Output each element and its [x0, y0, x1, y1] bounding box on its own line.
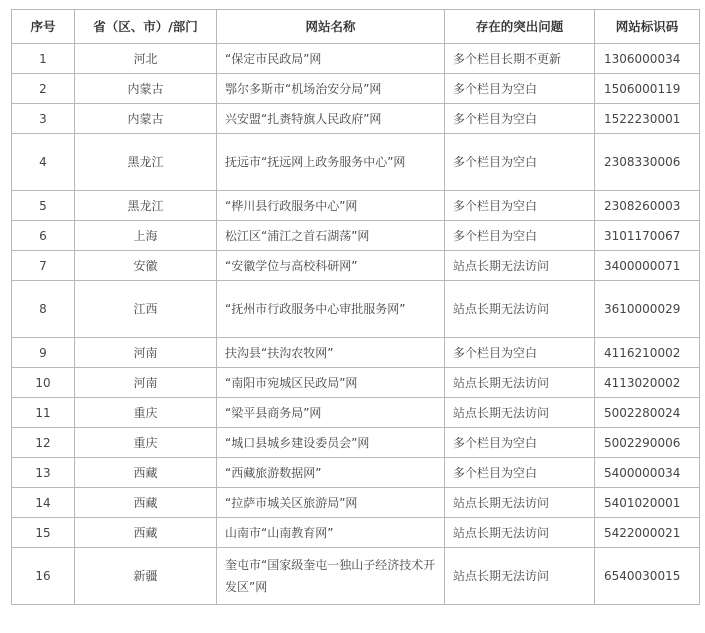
cell-site-name: “城口县城乡建设委员会”网	[217, 428, 445, 458]
cell-site-code: 1506000119	[595, 74, 700, 104]
cell-no: 4	[12, 134, 75, 191]
cell-site-name: “保定市民政局”网	[217, 44, 445, 74]
cell-issue: 多个栏目为空白	[445, 134, 595, 191]
cell-no: 3	[12, 104, 75, 134]
cell-province: 江西	[75, 281, 217, 338]
cell-no: 8	[12, 281, 75, 338]
cell-site-code: 5401020001	[595, 488, 700, 518]
cell-site-code: 5422000021	[595, 518, 700, 548]
cell-site-name: “安徽学位与高校科研网”	[217, 251, 445, 281]
cell-issue: 多个栏目为空白	[445, 74, 595, 104]
cell-province: 黑龙江	[75, 191, 217, 221]
cell-site-code: 6540030015	[595, 548, 700, 605]
cell-site-code: 1306000034	[595, 44, 700, 74]
header-row	[12, 10, 700, 44]
cell-site-code: 5002280024	[595, 398, 700, 428]
table-row	[12, 134, 700, 191]
cell-issue: 多个栏目为空白	[445, 338, 595, 368]
cell-province: 西藏	[75, 488, 217, 518]
cell-site-name: 奎屯市“国家级奎屯一独山子经济技术开发区”网	[217, 548, 445, 605]
table-row	[12, 338, 700, 368]
cell-no: 13	[12, 458, 75, 488]
cell-issue: 站点长期无法访问	[445, 488, 595, 518]
cell-province: 黑龙江	[75, 134, 217, 191]
cell-province: 内蒙古	[75, 74, 217, 104]
cell-site-name: “拉萨市城关区旅游局”网	[217, 488, 445, 518]
table-row	[12, 548, 700, 605]
cell-site-name: 松江区“浦江之首石湖荡”网	[217, 221, 445, 251]
cell-site-code: 2308330006	[595, 134, 700, 191]
cell-site-name: 鄂尔多斯市“机场治安分局”网	[217, 74, 445, 104]
cell-issue: 站点长期无法访问	[445, 368, 595, 398]
table-row	[12, 44, 700, 74]
cell-site-code: 2308260003	[595, 191, 700, 221]
cell-province: 内蒙古	[75, 104, 217, 134]
cell-issue: 多个栏目为空白	[445, 428, 595, 458]
websites-table	[11, 9, 700, 605]
cell-site-name: “梁平县商务局”网	[217, 398, 445, 428]
cell-no: 15	[12, 518, 75, 548]
cell-issue: 多个栏目为空白	[445, 458, 595, 488]
table-row	[12, 518, 700, 548]
cell-site-code: 4113020002	[595, 368, 700, 398]
table-row	[12, 398, 700, 428]
table-body	[12, 44, 700, 605]
cell-issue: 多个栏目为空白	[445, 221, 595, 251]
cell-site-name: 兴安盟“扎赉特旗人民政府”网	[217, 104, 445, 134]
cell-site-name: “西藏旅游数据网”	[217, 458, 445, 488]
cell-no: 10	[12, 368, 75, 398]
cell-site-name: 抚远市“抚远网上政务服务中心”网	[217, 134, 445, 191]
table-row	[12, 74, 700, 104]
cell-issue: 站点长期无法访问	[445, 281, 595, 338]
cell-issue: 站点长期无法访问	[445, 518, 595, 548]
table-row	[12, 104, 700, 134]
cell-province: 重庆	[75, 398, 217, 428]
header-issue: 存在的突出问题	[445, 10, 595, 44]
cell-site-code: 4116210002	[595, 338, 700, 368]
cell-province: 西藏	[75, 518, 217, 548]
cell-province: 上海	[75, 221, 217, 251]
header-site-name: 网站名称	[217, 10, 445, 44]
table-row	[12, 281, 700, 338]
cell-province: 安徽	[75, 251, 217, 281]
cell-site-code: 1522230001	[595, 104, 700, 134]
cell-province: 新疆	[75, 548, 217, 605]
table-row	[12, 251, 700, 281]
cell-no: 5	[12, 191, 75, 221]
cell-issue: 站点长期无法访问	[445, 548, 595, 605]
cell-site-name: “抚州市行政服务中心审批服务网”	[217, 281, 445, 338]
table-row	[12, 488, 700, 518]
cell-no: 14	[12, 488, 75, 518]
cell-no: 6	[12, 221, 75, 251]
cell-province: 西藏	[75, 458, 217, 488]
cell-site-code: 5400000034	[595, 458, 700, 488]
cell-issue: 站点长期无法访问	[445, 398, 595, 428]
cell-site-code: 3610000029	[595, 281, 700, 338]
cell-site-code: 5002290006	[595, 428, 700, 458]
cell-province: 河南	[75, 338, 217, 368]
cell-issue: 多个栏目长期不更新	[445, 44, 595, 74]
header-site-code: 网站标识码	[595, 10, 700, 44]
cell-site-name: 山南市“山南教育网”	[217, 518, 445, 548]
table-row	[12, 221, 700, 251]
cell-site-name: “南阳市宛城区民政局”网	[217, 368, 445, 398]
table-row	[12, 428, 700, 458]
cell-site-code: 3101170067	[595, 221, 700, 251]
cell-site-name: 扶沟县“扶沟农牧网”	[217, 338, 445, 368]
cell-issue: 多个栏目为空白	[445, 191, 595, 221]
table-row	[12, 368, 700, 398]
header-province: 省（区、市）/部门	[75, 10, 217, 44]
header-no: 序号	[12, 10, 75, 44]
cell-no: 1	[12, 44, 75, 74]
cell-no: 7	[12, 251, 75, 281]
cell-province: 重庆	[75, 428, 217, 458]
cell-no: 12	[12, 428, 75, 458]
cell-no: 2	[12, 74, 75, 104]
table-row	[12, 191, 700, 221]
cell-no: 9	[12, 338, 75, 368]
cell-site-code: 3400000071	[595, 251, 700, 281]
cell-site-name: “桦川县行政服务中心”网	[217, 191, 445, 221]
cell-no: 11	[12, 398, 75, 428]
cell-province: 河北	[75, 44, 217, 74]
table-row	[12, 458, 700, 488]
cell-no: 16	[12, 548, 75, 605]
cell-issue: 多个栏目为空白	[445, 104, 595, 134]
cell-province: 河南	[75, 368, 217, 398]
cell-issue: 站点长期无法访问	[445, 251, 595, 281]
